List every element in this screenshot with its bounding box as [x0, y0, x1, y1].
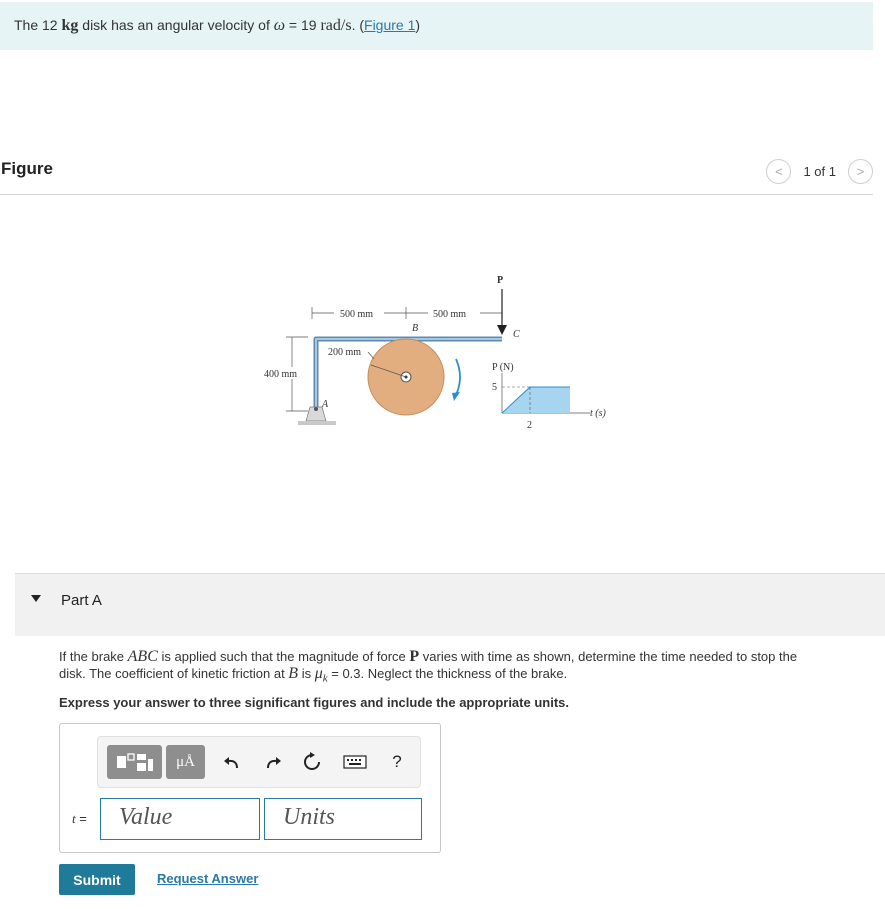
graph-x-label: t (s) [590, 408, 606, 419]
figure-pager [766, 159, 873, 184]
dim-500-right: 500 mm [433, 309, 467, 320]
problem-middle: disk has an angular velocity of [78, 17, 274, 33]
dim-200: 200 mm [328, 347, 362, 358]
help-button[interactable] [383, 745, 411, 779]
problem-statement [0, 2, 873, 50]
dim-400: 400 mm [264, 369, 298, 380]
math-toolbar [97, 736, 421, 788]
q-text-6: = 0.3. Neglect the thickness of the brake. [327, 666, 568, 681]
graph-y-label: P (N) [492, 362, 514, 373]
b-symbol: B [288, 665, 299, 682]
mu-subscript: k [322, 672, 328, 685]
point-b-label: B [412, 323, 419, 334]
q-text-3: varies with time as shown, determine the time needed to stop the [419, 649, 798, 664]
speed-unit: rad/s [320, 17, 352, 34]
next-figure-button[interactable] [848, 159, 873, 184]
chevron-left-icon: < [775, 164, 783, 179]
value-input[interactable]: Value [100, 798, 260, 840]
keyboard-button[interactable] [338, 745, 372, 779]
instruction-text: Express your answer to three significant figures and include the appropriate units. [59, 695, 569, 710]
problem-equals: = 19 [285, 17, 321, 33]
problem-period: . ( [351, 17, 365, 33]
answer-variable-label [72, 811, 87, 827]
answer-equals: = [75, 811, 87, 826]
force-p-label: P [497, 275, 504, 286]
rotation-arrow [456, 359, 460, 395]
submit-button[interactable]: Submit [59, 864, 135, 895]
graph-fill [502, 387, 570, 413]
units-input[interactable]: Units [264, 798, 422, 840]
help-icon: ? [392, 752, 402, 771]
caret-down-icon [31, 595, 41, 602]
question-text [59, 648, 885, 688]
omega-symbol: ω [273, 17, 286, 34]
reset-button[interactable] [298, 745, 326, 779]
point-a-label: A [322, 399, 329, 410]
graph-y-tick: 5 [492, 382, 497, 393]
mu-symbol: μ [314, 665, 323, 682]
dim-500-left: 500 mm [340, 309, 374, 320]
units-symbol: μÅ [176, 753, 195, 770]
undo-button[interactable] [218, 745, 246, 779]
figure-count: 1 of 1 [803, 164, 836, 179]
templates-button[interactable] [107, 745, 162, 779]
reset-icon [302, 752, 322, 772]
keyboard-icon [343, 755, 367, 769]
graph-x-tick: 2 [527, 420, 532, 431]
answer-box [59, 723, 441, 853]
figure-header [0, 150, 873, 195]
units-button[interactable] [166, 745, 205, 779]
part-title: Part A [61, 592, 102, 609]
templates-icon [115, 751, 155, 773]
answer-variable: t [72, 811, 76, 826]
redo-icon [264, 754, 282, 770]
p-symbol: P [409, 648, 420, 665]
abc-symbol: ABC [127, 648, 158, 665]
q-text-1: If the brake [59, 649, 128, 664]
point-c-label: C [513, 329, 520, 340]
q-text-4: disk. The coefficient of kinetic friction at [59, 666, 289, 681]
problem-close: ) [415, 17, 421, 33]
prev-figure-button[interactable] [766, 159, 791, 184]
figure-title: Figure [1, 159, 53, 178]
figure-link[interactable]: Figure 1 [364, 17, 416, 33]
redo-button[interactable] [259, 745, 287, 779]
mass-unit: kg [61, 17, 79, 34]
brake-diagram [240, 255, 640, 455]
q-text-2: is applied such that the magnitude of force [157, 649, 410, 664]
request-answer-link[interactable]: Request Answer [157, 871, 259, 886]
q-text-5: is [298, 666, 315, 681]
problem-prefix: The 12 [14, 17, 62, 33]
part-a-header[interactable] [15, 573, 885, 636]
undo-icon [223, 754, 241, 770]
chevron-right-icon: > [856, 164, 865, 179]
